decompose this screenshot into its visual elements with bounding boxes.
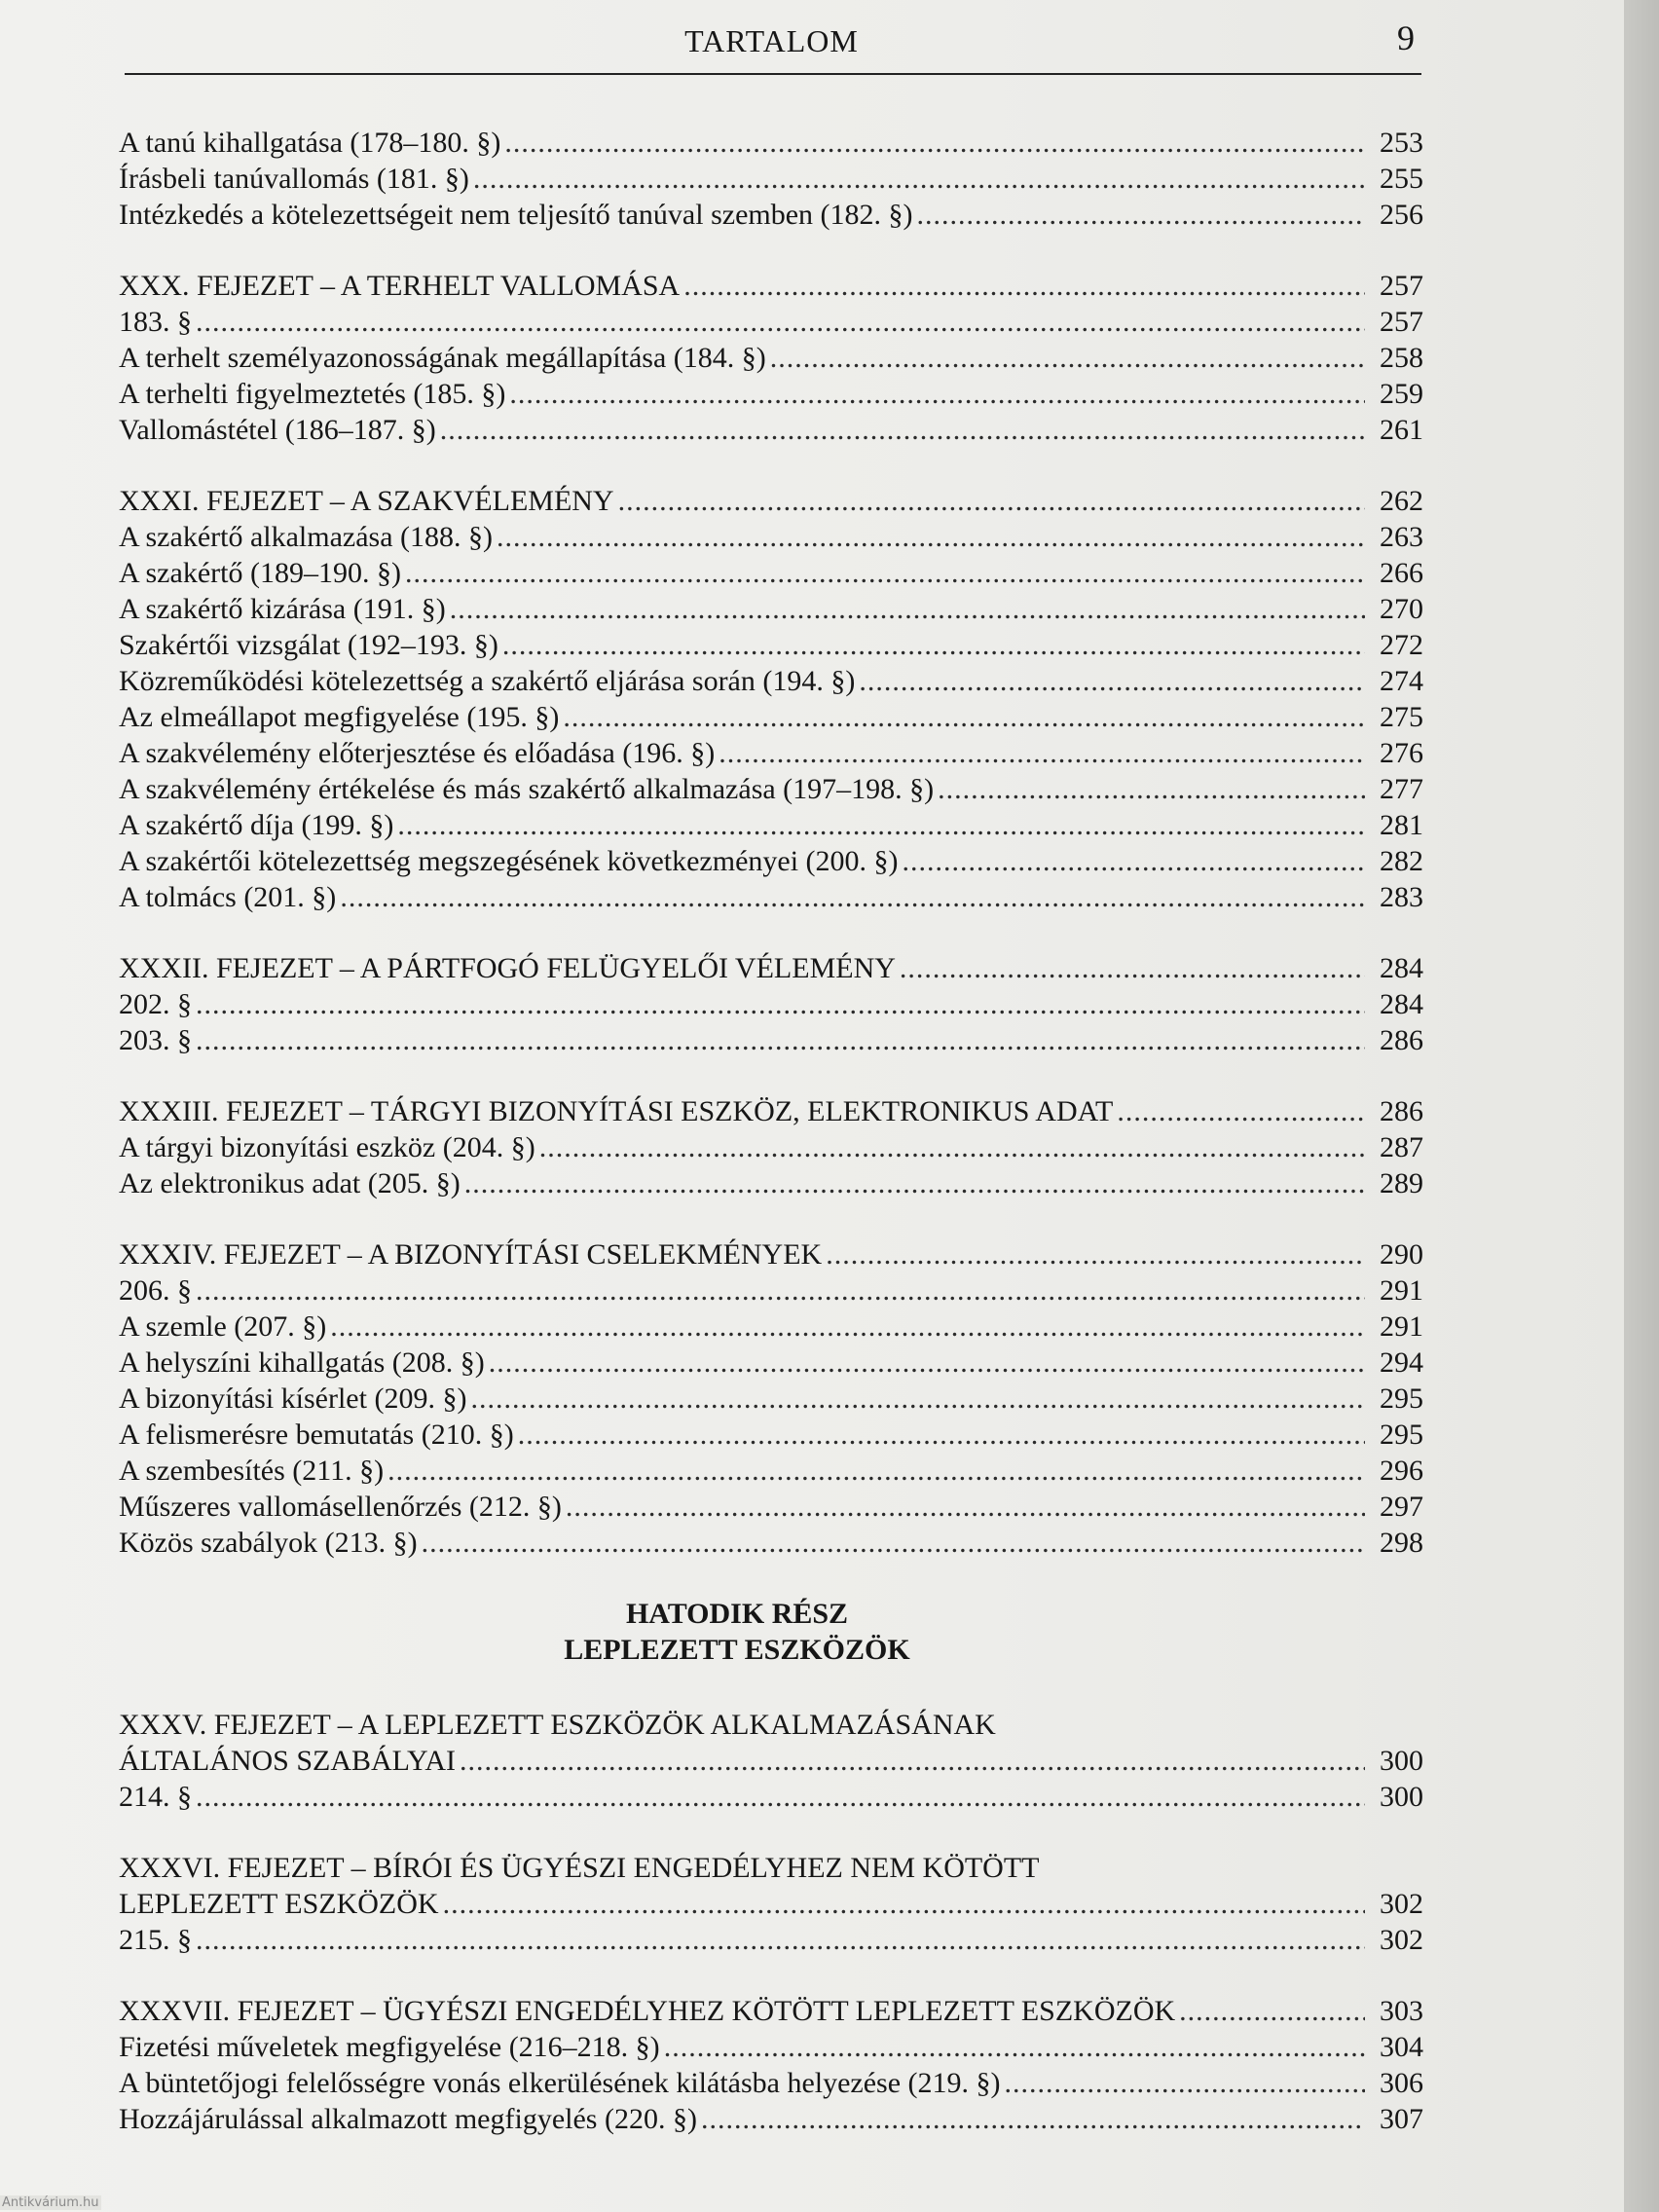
toc-entry [119,1525,1423,1561]
toc-entry [119,555,1423,591]
toc-entry-title-line1: XXXV. FEJEZET – A LEPLEZETT ESZKÖZÖK ALKALMAZÁSÁNAK [119,1709,996,1741]
toc-entry [119,699,1423,735]
toc-entry [119,412,1423,448]
toc-entry-page: 261 [1380,414,1423,446]
toc-entry [119,735,1423,771]
toc-entry-title: A terhelt személyazonosságának megállapítása (184. §) [119,342,766,374]
toc-entry [119,376,1423,412]
toc-entry-page: 277 [1380,773,1423,805]
toc-entry-title: A terhelti figyelmeztetés (185. §) [119,378,506,410]
toc-entry-title-line1: XXXVI. FEJEZET – BÍRÓI ÉS ÜGYÉSZI ENGEDÉLYHEZ NEM KÖTÖTT [119,1852,1040,1884]
toc-entry [119,2101,1423,2137]
toc-entry [119,1453,1423,1489]
leader-dots [504,125,1365,161]
leader-dots [470,1381,1365,1417]
toc-entry-title: XXXIV. FEJEZET – A BIZONYÍTÁSI CSELEKMÉNYEK [119,1238,823,1271]
leader-dots [826,1236,1365,1272]
toc-entry-page: 257 [1380,306,1423,338]
toc-entry-title: Az elmeállapot megfigyelése (195. §) [119,701,560,733]
toc-entry-page: 306 [1380,2067,1423,2099]
toc-entry-page: 284 [1380,988,1423,1020]
toc-entry-page: 291 [1380,1274,1423,1307]
toc-entry-title: ÁLTALÁNOS SZABÁLYAI [119,1745,456,1777]
toc-entry [119,1743,1423,1779]
leader-dots [405,555,1365,591]
leader-dots [859,663,1365,699]
leader-dots [196,1922,1365,1958]
part-heading [119,1596,1423,1668]
toc-entry-page: 296 [1380,1455,1423,1487]
toc-entry-page: 295 [1380,1382,1423,1415]
toc-entry [119,1022,1423,1058]
toc-entry-title: Hozzájárulással alkalmazott megfigyelés (220. §) [119,2103,697,2135]
toc-entry [119,591,1423,627]
book-page-edge [1624,0,1659,2212]
toc-entry-title: A szemle (207. §) [119,1310,327,1343]
toc-entry-title: LEPLEZETT ESZKÖZÖK [119,1888,439,1920]
leader-dots [387,1453,1365,1489]
toc-entry-page: 297 [1380,1491,1423,1523]
page-number: 9 [1397,18,1415,57]
toc-entry-page: 303 [1380,1995,1423,2027]
toc-entry [119,197,1423,233]
toc-entry-page: 287 [1380,1131,1423,1163]
leader-dots [502,627,1365,663]
toc-entry-title: A szakértő alkalmazása (188. §) [119,521,494,553]
toc-entry-title: A szakvélemény előterjesztése és előadása (196. §) [119,737,716,769]
toc-entry-page: 272 [1380,629,1423,661]
toc-entry-title: 203. § [119,1024,192,1056]
toc-entry-page: 266 [1380,557,1423,589]
toc-entry-title: A tárgyi bizonyítási eszköz (204. §) [119,1131,535,1163]
watermark: Antikvárium.hu [2,2195,99,2210]
toc-entry-page: 291 [1380,1310,1423,1343]
toc-entry-page: 253 [1380,127,1423,159]
toc-chapter-heading [119,1707,1423,1779]
running-header-title: TARTALOM [684,23,859,58]
toc-chapter-heading [119,268,1423,304]
toc-chapter-heading [119,950,1423,986]
toc-entry-title: A szembesítés (211. §) [119,1455,385,1487]
leader-dots [196,304,1365,340]
toc-entry-title: A szakértői kötelezettség megszegésének következményei (200. §) [119,845,899,877]
toc-entry-page: 307 [1380,2103,1423,2135]
toc-entry-page: 262 [1380,485,1423,517]
toc-entry-page: 300 [1380,1781,1423,1813]
toc-entry [119,879,1423,915]
toc-entry-title: 183. § [119,306,192,338]
toc-entry-page: 295 [1380,1419,1423,1451]
leader-dots [422,1525,1365,1561]
toc-entry-page: 276 [1380,737,1423,769]
leader-dots [566,1489,1365,1525]
toc-entry [119,1129,1423,1165]
toc-entry-title: A szakvélemény értékelése és más szakértő alkalmazása (197–198. §) [119,773,935,805]
toc-entry [119,125,1423,161]
toc-entry-title: XXXIII. FEJEZET – TÁRGYI BIZONYÍTÁSI ESZKÖZ, ELEKTRONIKUS ADAT [119,1095,1114,1127]
leader-dots [900,950,1365,986]
leader-dots [1117,1093,1365,1129]
leader-dots [464,1165,1365,1201]
toc-chapter-heading [119,1236,1423,1272]
toc-entry-page: 294 [1380,1346,1423,1379]
toc-entry [119,1165,1423,1201]
toc-entry [119,1309,1423,1345]
toc-entry-title: Írásbeli tanúvallomás (181. §) [119,163,469,195]
leader-dots [440,412,1365,448]
toc-entry-page: 259 [1380,378,1423,410]
leader-dots [489,1345,1365,1381]
leader-dots [450,591,1365,627]
toc-entry [119,986,1423,1022]
toc-entry-title: Műszeres vallomásellenőrzés (212. §) [119,1491,562,1523]
leader-dots [443,1886,1365,1922]
toc-entry-page: 255 [1380,163,1423,195]
toc-entry-page: 270 [1380,593,1423,625]
toc-entry [119,1489,1423,1525]
toc-entry-page: 275 [1380,701,1423,733]
toc-entry-title: 202. § [119,988,192,1020]
toc-entry-title: XXX. FEJEZET – A TERHELT VALLOMÁSA [119,270,681,302]
toc-entry [119,1381,1423,1417]
toc-entry [119,1779,1423,1815]
toc-entry-title: A bizonyítási kísérlet (209. §) [119,1382,467,1415]
toc-entry-title: XXXII. FEJEZET – A PÁRTFOGÓ FELÜGYELŐI VÉLEMÉNY [119,952,896,984]
toc-entry-page: 302 [1380,1924,1423,1956]
toc-entry-page: 284 [1380,952,1423,984]
toc-entry [119,2029,1423,2065]
toc-entry-title: Intézkedés a kötelezettségeit nem teljesítő tanúval szemben (182. §) [119,199,913,231]
leader-dots [938,771,1365,807]
leader-dots [563,699,1365,735]
toc-entry-page: 290 [1380,1238,1423,1271]
toc-entry-page: 300 [1380,1745,1423,1777]
toc-entry-page: 286 [1380,1024,1423,1056]
toc-entry-title: A tolmács (201. §) [119,881,337,913]
toc-entry [119,2065,1423,2101]
toc-entry-page: 282 [1380,845,1423,877]
toc-entry-page: 274 [1380,665,1423,697]
leader-dots [196,986,1365,1022]
toc-chapter-heading [119,1993,1423,2029]
leader-dots [340,879,1365,915]
leader-dots [397,807,1365,843]
toc-chapter-heading [119,1093,1423,1129]
toc-entry-title: Fizetési műveletek megfigyelése (216–218. §) [119,2031,660,2063]
toc-entry-title: A tanú kihallgatása (178–180. §) [119,127,501,159]
leader-dots [770,340,1365,376]
toc-entry [119,771,1423,807]
leader-dots [683,268,1365,304]
leader-dots [1005,2065,1365,2101]
toc-entry-page: 256 [1380,199,1423,231]
toc-entry-page: 298 [1380,1527,1423,1559]
toc-entry [119,340,1423,376]
toc-entry-page: 286 [1380,1095,1423,1127]
toc-entry [119,627,1423,663]
leader-dots [1179,1993,1365,2029]
header-rule [125,73,1421,75]
table-of-contents [119,125,1423,2137]
toc-entry-page: 302 [1380,1888,1423,1920]
toc-entry-title: Az elektronikus adat (205. §) [119,1167,461,1199]
toc-entry-title: A felismerésre bemutatás (210. §) [119,1419,514,1451]
toc-entry-title: XXXVII. FEJEZET – ÜGYÉSZI ENGEDÉLYHEZ KÖTÖTT LEPLEZETT ESZKÖZÖK [119,1995,1176,2027]
toc-entry-title: Vallomástétel (186–187. §) [119,414,436,446]
toc-entry-title: 214. § [119,1781,192,1813]
toc-entry [119,1886,1423,1922]
toc-entry-title: A szakértő kizárása (191. §) [119,593,446,625]
leader-dots [719,735,1365,771]
toc-entry [119,161,1423,197]
toc-entry-page: 281 [1380,809,1423,841]
toc-entry-page: 283 [1380,881,1423,913]
leader-dots [196,1779,1365,1815]
toc-entry-title: A büntetőjogi felelősségre vonás elkerülésének kilátásba helyezése (219. §) [119,2067,1001,2099]
toc-entry-title: XXXI. FEJEZET – A SZAKVÉLEMÉNY [119,485,614,517]
toc-entry [119,663,1423,699]
part-heading-title: LEPLEZETT ESZKÖZÖK [564,1634,910,1666]
toc-entry [119,304,1423,340]
toc-entry-title: A szakértő (189–190. §) [119,557,401,589]
toc-chapter-heading [119,483,1423,519]
part-heading-number: HATODIK RÉSZ [625,1598,849,1630]
leader-dots [330,1309,1365,1345]
toc-entry [119,1922,1423,1958]
toc-entry-page: 263 [1380,521,1423,553]
toc-entry-page: 257 [1380,270,1423,302]
leader-dots [509,376,1365,412]
toc-entry [119,519,1423,555]
leader-dots [701,2101,1365,2137]
toc-chapter-heading [119,1850,1423,1922]
toc-entry-title: A helyszíni kihallgatás (208. §) [119,1346,485,1379]
leader-dots [917,197,1365,233]
toc-entry-title: Közös szabályok (213. §) [119,1527,418,1559]
toc-entry-page: 258 [1380,342,1423,374]
toc-entry-title: Szakértői vizsgálat (192–193. §) [119,629,498,661]
toc-entry [119,1345,1423,1381]
toc-entry-page: 289 [1380,1167,1423,1199]
toc-entry-title: Közreműködési kötelezettség a szakértő eljárása során (194. §) [119,665,856,697]
toc-entry-title: A szakértő díja (199. §) [119,809,394,841]
leader-dots [539,1129,1365,1165]
toc-entry-page: 304 [1380,2031,1423,2063]
leader-dots [903,843,1365,879]
toc-entry-title: 206. § [119,1274,192,1307]
leader-dots [518,1417,1365,1453]
leader-dots [664,2029,1365,2065]
toc-entry [119,843,1423,879]
leader-dots [497,519,1365,555]
toc-entry [119,807,1423,843]
leader-dots [196,1022,1365,1058]
leader-dots [196,1272,1365,1309]
leader-dots [618,483,1365,519]
leader-dots [460,1743,1365,1779]
toc-entry [119,1272,1423,1309]
leader-dots [473,161,1365,197]
toc-entry-title: 215. § [119,1924,192,1956]
toc-entry [119,1417,1423,1453]
